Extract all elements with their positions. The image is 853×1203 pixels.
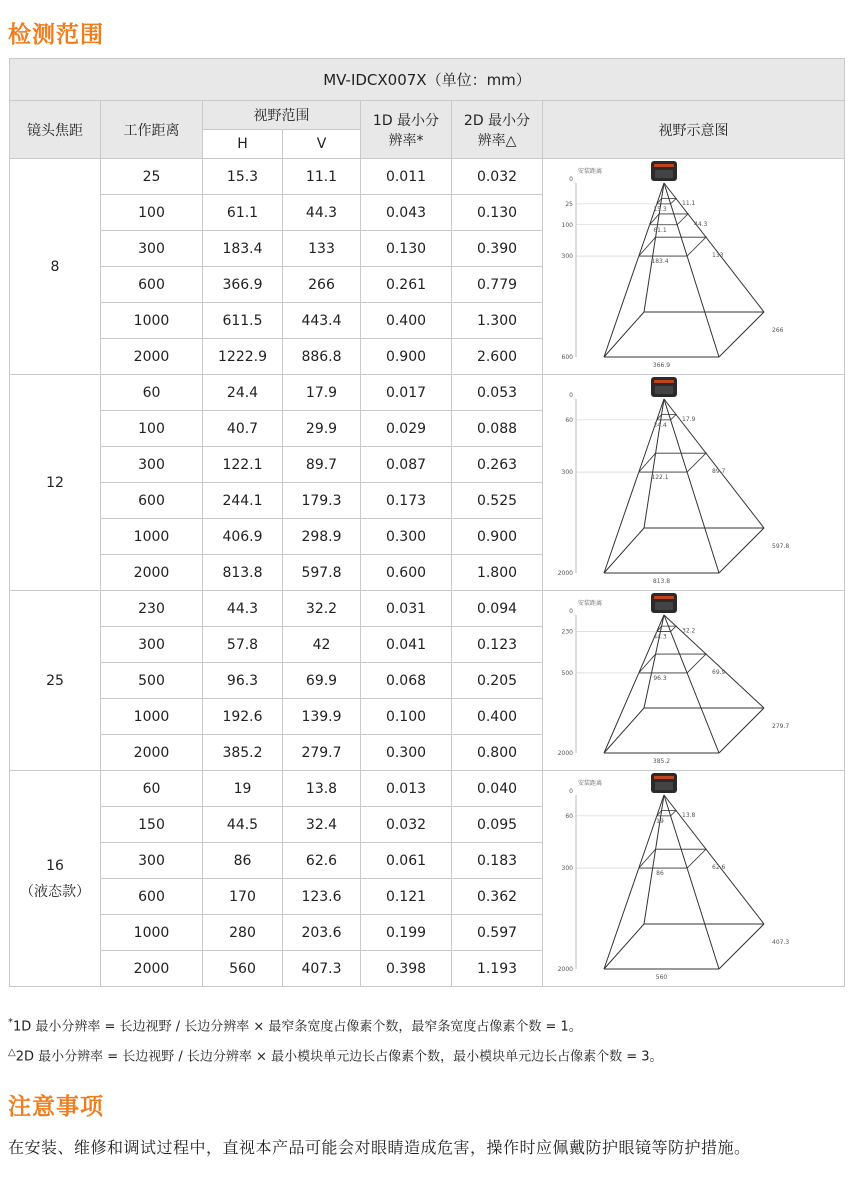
focal-length-cell [10, 771, 101, 987]
distance-cell: 25 [101, 159, 203, 195]
res-2d-cell: 1.193 [452, 951, 543, 987]
header-distance: 工作距离 [101, 101, 203, 159]
res-1d-cell: 0.032 [361, 807, 452, 843]
fov-h-cell: 192.6 [203, 699, 283, 735]
dimension-label-v: 32.2 [681, 627, 695, 635]
fov-diagram [544, 161, 844, 373]
header-focal: 镜头焦距 [10, 101, 101, 159]
distance-cell: 60 [101, 375, 203, 411]
dimension-label-h: 44.3 [652, 633, 667, 641]
res-2d-cell: 0.390 [452, 231, 543, 267]
distance-cell: 500 [101, 663, 203, 699]
distance-cell: 1000 [101, 519, 203, 555]
distance-cell: 600 [101, 483, 203, 519]
fov-h-cell: 1222.9 [203, 339, 283, 375]
fov-h-cell: 57.8 [203, 627, 283, 663]
fov-diagram-cell [543, 591, 845, 771]
distance-cell: 2000 [101, 555, 203, 591]
dimension-label-v: 133 [711, 251, 723, 259]
diagram-header-label: 安装距离 [577, 599, 602, 607]
res-2d-cell: 2.600 [452, 339, 543, 375]
camera-icon [651, 161, 677, 181]
res-2d-cell: 0.400 [452, 699, 543, 735]
pyramid-edge [604, 312, 644, 357]
distance-cell: 100 [101, 411, 203, 447]
axis-tick-label: 300 [561, 252, 573, 260]
table-caption: MV-IDCX007X（单位：mm） [10, 59, 845, 101]
fov-v-cell: 597.8 [283, 555, 361, 591]
axis-tick-label: 230 [561, 628, 573, 636]
distance-cell: 150 [101, 807, 203, 843]
res-1d-cell: 0.043 [361, 195, 452, 231]
res-1d-cell: 0.400 [361, 303, 452, 339]
fov-diagram-cell [543, 375, 845, 591]
pyramid-edge [664, 183, 719, 357]
dimension-label-v: 11.1 [681, 199, 695, 207]
dimension-label-h: 560 [655, 973, 667, 981]
header-res-1d-line2: 辨率* [388, 132, 424, 149]
fov-h-cell: 86 [203, 843, 283, 879]
fov-diagram [544, 377, 844, 589]
axis-tick-label: 300 [561, 864, 573, 872]
pyramid-edge [604, 795, 664, 969]
fov-h-cell: 244.1 [203, 483, 283, 519]
dimension-label-v: 407.3 [771, 938, 789, 946]
fov-h-cell: 122.1 [203, 447, 283, 483]
pyramid-edge [604, 924, 644, 969]
spec-table [9, 58, 845, 987]
fov-h-cell: 560 [203, 951, 283, 987]
fov-v-cell: 13.8 [283, 771, 361, 807]
section-title-caution: 注意事项 [8, 1094, 104, 1120]
pyramid-edge [664, 183, 764, 312]
fov-h-cell: 24.4 [203, 375, 283, 411]
res-2d-cell: 0.094 [452, 591, 543, 627]
axis-tick-label: 0 [568, 175, 573, 183]
fov-v-cell: 298.9 [283, 519, 361, 555]
fov-h-cell: 366.9 [203, 267, 283, 303]
pyramid-edge [664, 795, 764, 924]
res-2d-cell: 0.800 [452, 735, 543, 771]
camera-icon [651, 593, 677, 613]
fov-v-cell: 266 [283, 267, 361, 303]
table-row [10, 771, 845, 807]
fov-h-cell: 15.3 [203, 159, 283, 195]
footnote-2d [8, 1040, 663, 1070]
focal-length-value: 16 [46, 857, 64, 874]
res-2d-cell: 0.362 [452, 879, 543, 915]
res-1d-cell: 0.087 [361, 447, 452, 483]
pyramid-edge [644, 615, 664, 708]
fov-v-cell: 32.4 [283, 807, 361, 843]
pyramid-edge [719, 708, 764, 753]
res-1d-cell: 0.011 [361, 159, 452, 195]
fov-h-cell: 611.5 [203, 303, 283, 339]
table-body [10, 159, 845, 987]
table-row [10, 375, 845, 411]
distance-cell: 60 [101, 771, 203, 807]
res-2d-cell: 0.779 [452, 267, 543, 303]
axis-tick-label: 60 [564, 416, 573, 424]
fov-v-cell: 443.4 [283, 303, 361, 339]
axis-tick-label: 0 [568, 787, 573, 795]
header-h: H [203, 130, 283, 159]
distance-cell: 2000 [101, 735, 203, 771]
dimension-label-h: 122.1 [650, 473, 669, 481]
axis-tick-label: 0 [568, 391, 573, 399]
distance-cell: 300 [101, 627, 203, 663]
res-1d-cell: 0.061 [361, 843, 452, 879]
res-2d-cell: 0.032 [452, 159, 543, 195]
fov-plane [638, 654, 705, 673]
footnotes [8, 1010, 663, 1071]
fov-plane [638, 453, 705, 472]
fov-diagram [544, 773, 844, 985]
fov-h-cell: 385.2 [203, 735, 283, 771]
fov-h-cell: 44.5 [203, 807, 283, 843]
fov-plane [656, 198, 675, 203]
header-res-2d-line1: 2D 最小分 [463, 112, 531, 129]
fov-v-cell: 69.9 [283, 663, 361, 699]
res-1d-cell: 0.041 [361, 627, 452, 663]
res-1d-cell: 0.013 [361, 771, 452, 807]
res-1d-cell: 0.300 [361, 735, 452, 771]
pyramid-edge [719, 312, 764, 357]
dimension-label-v: 44.3 [693, 220, 707, 228]
res-2d-cell: 0.123 [452, 627, 543, 663]
res-1d-cell: 0.031 [361, 591, 452, 627]
pyramid-edge [644, 795, 664, 924]
dimension-label-h: 183.4 [650, 257, 669, 265]
focal-length-value: 8 [50, 258, 60, 275]
distance-cell: 100 [101, 195, 203, 231]
fov-v-cell: 407.3 [283, 951, 361, 987]
distance-cell: 230 [101, 591, 203, 627]
distance-cell: 2000 [101, 951, 203, 987]
fov-v-cell: 44.3 [283, 195, 361, 231]
fov-diagram-cell [543, 771, 845, 987]
table-row [10, 591, 845, 627]
fov-h-cell: 96.3 [203, 663, 283, 699]
footnote-1d-mark: * [8, 1017, 13, 1028]
dimension-label-v: 89.7 [711, 467, 725, 475]
fov-h-cell: 61.1 [203, 195, 283, 231]
res-1d-cell: 0.121 [361, 879, 452, 915]
axis-tick-label: 2000 [557, 569, 573, 577]
diagram-header-label: 安装距离 [577, 779, 602, 787]
fov-v-cell: 179.3 [283, 483, 361, 519]
dimension-label-v: 62.6 [711, 863, 725, 871]
dimension-label-h: 15.3 [652, 205, 667, 213]
distance-cell: 1000 [101, 699, 203, 735]
fov-h-cell: 406.9 [203, 519, 283, 555]
distance-cell: 1000 [101, 915, 203, 951]
fov-h-cell: 40.7 [203, 411, 283, 447]
dimension-label-h: 24.4 [652, 421, 667, 429]
res-2d-cell: 0.130 [452, 195, 543, 231]
res-1d-cell: 0.398 [361, 951, 452, 987]
fov-v-cell: 17.9 [283, 375, 361, 411]
fov-v-cell: 11.1 [283, 159, 361, 195]
dimension-label-h: 813.8 [652, 577, 670, 585]
fov-h-cell: 19 [203, 771, 283, 807]
res-2d-cell: 0.525 [452, 483, 543, 519]
res-2d-cell: 0.040 [452, 771, 543, 807]
fov-plane [656, 810, 675, 815]
dimension-label-h: 86 [655, 869, 664, 877]
axis-tick-label: 25 [564, 200, 573, 208]
res-2d-cell: 1.800 [452, 555, 543, 591]
res-2d-cell: 0.205 [452, 663, 543, 699]
res-1d-cell: 0.029 [361, 411, 452, 447]
fov-h-cell: 44.3 [203, 591, 283, 627]
header-res-1d [361, 101, 452, 159]
axis-tick-label: 2000 [557, 965, 573, 973]
res-2d-cell: 1.300 [452, 303, 543, 339]
pyramid-edge [719, 924, 764, 969]
res-1d-cell: 0.300 [361, 519, 452, 555]
fov-h-cell: 170 [203, 879, 283, 915]
fov-v-cell: 32.2 [283, 591, 361, 627]
res-1d-cell: 0.130 [361, 231, 452, 267]
pyramid-edge [664, 615, 719, 753]
distance-cell: 600 [101, 267, 203, 303]
footnote-1d-text: 1D 最小分辨率 = 长边视野 / 长边分辨率 × 最窄条宽度占像素个数，最窄条宽度占像素个数 = 1。 [13, 1019, 582, 1035]
fov-v-cell: 886.8 [283, 339, 361, 375]
header-fov: 视野范围 [203, 101, 361, 130]
pyramid-edge [664, 399, 764, 528]
fov-v-cell: 203.6 [283, 915, 361, 951]
focal-length-note: （液态款） [20, 883, 90, 900]
header-res-1d-line1: 1D 最小分 [372, 112, 440, 129]
header-res-2d-line2: 辨率△ [477, 132, 517, 149]
axis-tick-label: 2000 [557, 749, 573, 757]
pyramid-edge [604, 708, 644, 753]
focal-length-value: 12 [46, 474, 64, 491]
axis-tick-label: 0 [568, 607, 573, 615]
axis-tick-label: 500 [561, 669, 573, 677]
pyramid-edge [719, 528, 764, 573]
res-1d-cell: 0.100 [361, 699, 452, 735]
fov-v-cell: 29.9 [283, 411, 361, 447]
camera-icon [651, 377, 677, 397]
fov-v-cell: 123.6 [283, 879, 361, 915]
footnote-2d-mark: △ [8, 1047, 16, 1059]
fov-v-cell: 139.9 [283, 699, 361, 735]
fov-plane [649, 213, 687, 224]
res-2d-cell: 0.183 [452, 843, 543, 879]
distance-cell: 300 [101, 231, 203, 267]
focal-length-cell [10, 375, 101, 591]
fov-diagram [544, 593, 844, 769]
dimension-label-v: 279.7 [771, 722, 789, 730]
res-2d-cell: 0.053 [452, 375, 543, 411]
dimension-label-v: 17.9 [681, 415, 695, 423]
axis-tick-label: 300 [561, 468, 573, 476]
header-v: V [283, 130, 361, 159]
pyramid-edge [644, 183, 664, 312]
distance-cell: 600 [101, 879, 203, 915]
res-2d-cell: 0.095 [452, 807, 543, 843]
distance-cell: 2000 [101, 339, 203, 375]
pyramid-edge [604, 528, 644, 573]
fov-v-cell: 133 [283, 231, 361, 267]
fov-v-cell: 279.7 [283, 735, 361, 771]
focal-length-cell [10, 591, 101, 771]
pyramid-edge [644, 399, 664, 528]
header-diagram: 视野示意图 [543, 101, 845, 159]
dimension-label-h: 19 [655, 817, 664, 825]
fov-v-cell: 42 [283, 627, 361, 663]
res-1d-cell: 0.173 [361, 483, 452, 519]
fov-h-cell: 280 [203, 915, 283, 951]
res-1d-cell: 0.017 [361, 375, 452, 411]
dimension-label-h: 385.2 [652, 757, 670, 765]
fov-plane [638, 237, 705, 256]
focal-length-value: 25 [46, 672, 64, 689]
dimension-label-h: 366.9 [652, 361, 670, 369]
pyramid-edge [664, 795, 719, 969]
focal-length-cell [10, 159, 101, 375]
res-1d-cell: 0.600 [361, 555, 452, 591]
diagram-header-label: 安装距离 [577, 167, 602, 175]
fov-h-cell: 183.4 [203, 231, 283, 267]
pyramid-edge [664, 399, 719, 573]
res-1d-cell: 0.900 [361, 339, 452, 375]
pyramid-edge [664, 615, 764, 708]
table-row [10, 159, 845, 195]
distance-cell: 1000 [101, 303, 203, 339]
axis-tick-label: 600 [561, 353, 573, 361]
dimension-label-h: 96.3 [652, 674, 667, 682]
header-res-2d [452, 101, 543, 159]
fov-v-cell: 62.6 [283, 843, 361, 879]
caution-text: 在安装、维修和调试过程中，直视本产品可能会对眼睛造成危害，操作时应佩戴防护眼镜等防护措施。 [8, 1138, 751, 1157]
fov-h-cell: 813.8 [203, 555, 283, 591]
res-1d-cell: 0.068 [361, 663, 452, 699]
res-2d-cell: 0.088 [452, 411, 543, 447]
dimension-label-v: 266 [771, 326, 783, 334]
camera-icon [651, 773, 677, 793]
res-1d-cell: 0.199 [361, 915, 452, 951]
fov-plane [656, 626, 675, 631]
distance-cell: 300 [101, 447, 203, 483]
dimension-label-v: 69.9 [711, 668, 725, 676]
res-2d-cell: 0.900 [452, 519, 543, 555]
fov-v-cell: 89.7 [283, 447, 361, 483]
section-title-detection-range: 检测范围 [8, 22, 104, 48]
res-2d-cell: 0.263 [452, 447, 543, 483]
axis-tick-label: 60 [564, 812, 573, 820]
footnote-1d [8, 1010, 663, 1040]
fov-plane [638, 849, 705, 868]
dimension-label-v: 13.8 [681, 811, 695, 819]
fov-diagram-cell [543, 159, 845, 375]
fov-plane [656, 414, 675, 419]
dimension-label-v: 597.8 [771, 542, 789, 550]
footnote-2d-text: 2D 最小分辨率 = 长边视野 / 长边分辨率 × 最小模块单元边长占像素个数，最小模块单元边长占像素个数 = 3。 [15, 1049, 663, 1065]
axis-tick-label: 100 [561, 221, 573, 229]
res-2d-cell: 0.597 [452, 915, 543, 951]
dimension-label-h: 61.1 [652, 226, 667, 234]
distance-cell: 300 [101, 843, 203, 879]
res-1d-cell: 0.261 [361, 267, 452, 303]
